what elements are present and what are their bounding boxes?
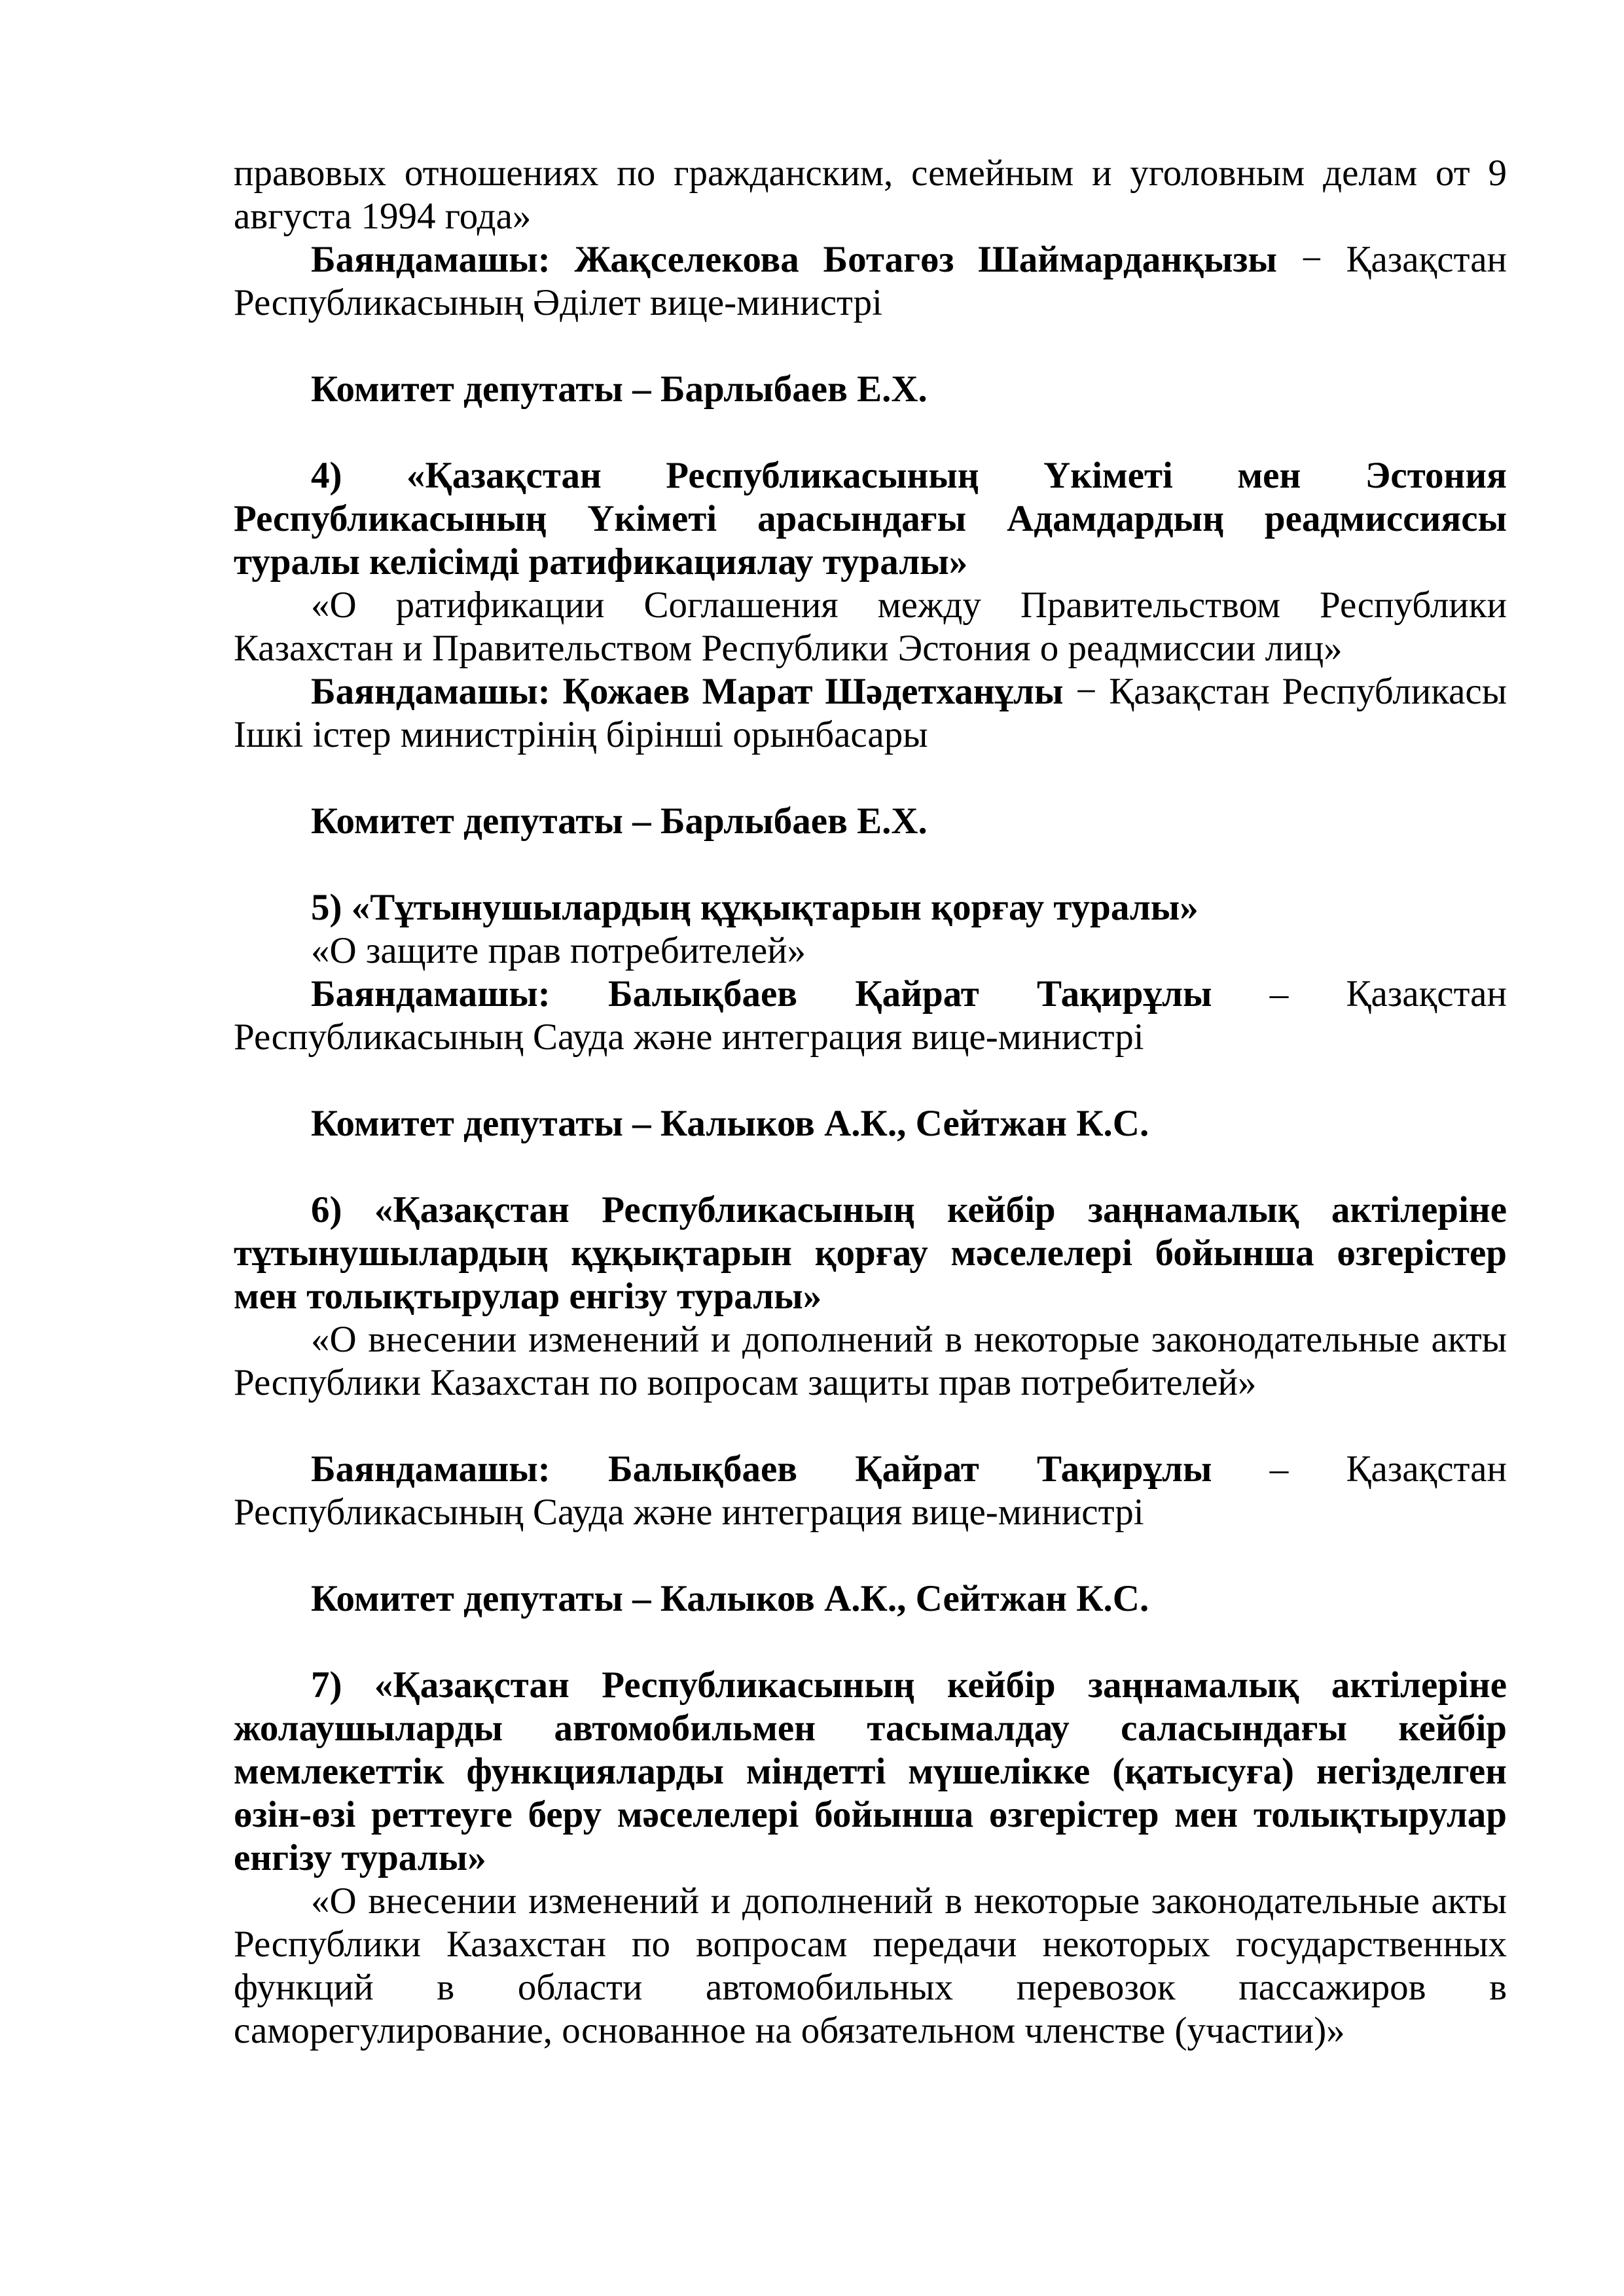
speaker-label: Баяндамашы: Қожаев Марат Шәдетханұлы	[311, 671, 1064, 712]
item-4-committee: Комитет депутаты – Барлыбаев Е.Х.	[311, 800, 928, 842]
item-5-speaker	[234, 973, 1507, 1059]
item-7-title-kz: 7) «Қазақстан Республикасының кейбір заңнамалық актілеріне жолаушыларды автомобильмен тасымалдау саласындағы кейбір мемлекеттік функцияларды міндетті мүшелікке (қатысуға) негізделген өзін-өзі реттеуге беру мәселелері бойынша өзгерістер мен толықтырулар енгізу туралы»	[234, 1664, 1507, 1878]
item-4-title-kz: 4) «Қазақстан Республикасының Үкіметі мен Эстония Республикасының Үкіметі арасындағы Адамдардың реадмиссиясы туралы келісімді ратификациялау туралы»	[234, 455, 1507, 583]
intro-committee: Комитет депутаты – Барлыбаев Е.Х.	[311, 368, 928, 410]
intro-continuation: правовых отношениях по гражданским, семейным и уголовным делам от 9 августа 1994 года»	[234, 152, 1507, 237]
intro-speaker	[234, 238, 1507, 325]
speaker-role: − Қазақстан Республикасының Әділет вице-министрі	[234, 239, 1507, 323]
item-6-title-kz: 6) «Қазақстан Республикасының кейбір заңнамалық актілеріне тұтынушылардың құқықтарын қорғау мәселелері бойынша өзгерістер мен толықтырулар енгізу туралы»	[234, 1189, 1507, 1317]
item-4-title-ru: «О ратификации Соглашения между Правительством Республики Казахстан и Правительством Республики Эстония о реадмиссии лиц»	[234, 584, 1507, 669]
speaker-role: – Қазақстан Республикасының Сауда және интеграция вице-министрі	[234, 973, 1507, 1058]
speaker-label: Баяндамашы: Балықбаев Қайрат Тақирұлы	[311, 1448, 1212, 1490]
item-5-committee: Комитет депутаты – Калыков А.К., Сейтжан К.С.	[311, 1103, 1149, 1144]
item-7-title-ru: «О внесении изменений и дополнений в некоторые законодательные акты Республики Казахстан по вопросам передачи некоторых государственных функций в области автомобильных перевозок пассажиров в саморегулирование, основанное на обязательном членстве (участии)»	[234, 1880, 1507, 2051]
item-6-title-ru: «О внесении изменений и дополнений в некоторые законодательные акты Республики Казахстан по вопросам защиты прав потребителей»	[234, 1319, 1507, 1403]
speaker-role: − Қазақстан Республикасы Ішкі істер министрінің бірінші орынбасары	[234, 671, 1507, 755]
item-6-speaker	[234, 1448, 1507, 1534]
speaker-role: – Қазақстан Республикасының Сауда және интеграция вице-министрі	[234, 1448, 1507, 1533]
item-5-title-ru: «О защите прав потребителей»	[311, 930, 806, 971]
item-4-speaker	[234, 670, 1507, 757]
item-6-committee: Комитет депутаты – Калыков А.К., Сейтжан К.С.	[311, 1578, 1149, 1619]
item-5-title-kz: 5) «Тұтынушылардың құқықтарын қорғау туралы»	[311, 887, 1199, 928]
speaker-label: Баяндамашы: Жақселекова Ботагөз Шаймарданқызы	[311, 239, 1277, 280]
speaker-label: Баяндамашы: Балықбаев Қайрат Тақирұлы	[311, 973, 1212, 1014]
document-page	[234, 152, 1507, 2053]
